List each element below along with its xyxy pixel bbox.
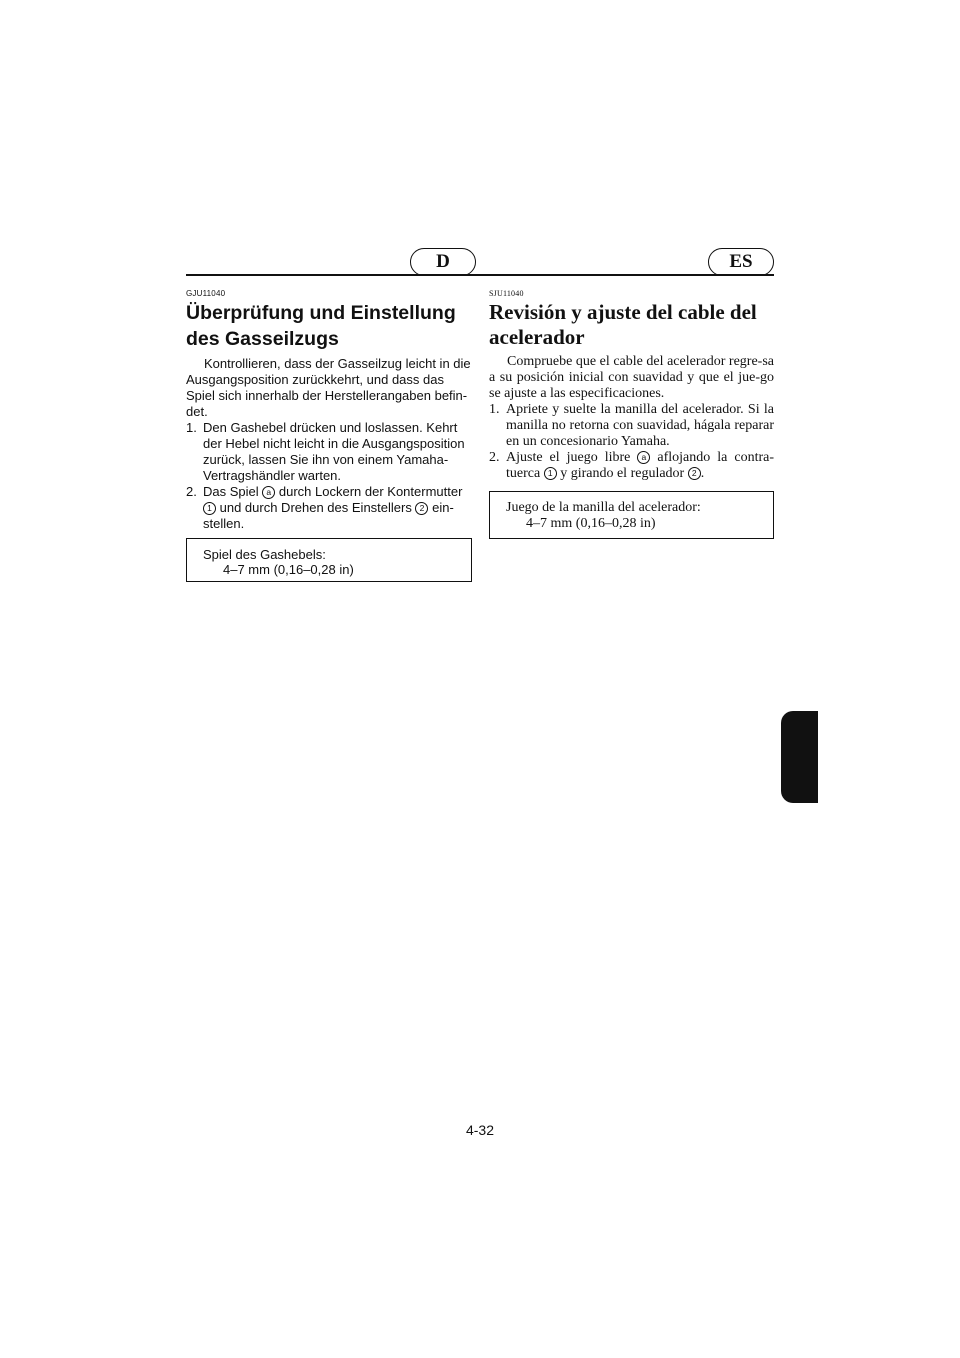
page-number: 4-32	[465, 1122, 495, 1138]
step-text	[203, 484, 471, 532]
body-es	[489, 354, 774, 482]
language-badge-es: ES	[708, 248, 774, 276]
marker-2-icon: 2	[415, 502, 428, 515]
step-text: Apriete y suelte la manilla del acelerador. Si la manilla no retorna con suavidad, hágala reparar en un concesionario Yamaha.	[506, 402, 774, 449]
marker-a-icon: a	[637, 451, 650, 464]
chapter-side-tab	[781, 711, 818, 803]
step-text	[506, 450, 774, 482]
language-badge-d: D	[410, 248, 476, 276]
step-number: 1.	[489, 402, 500, 417]
step-2-es	[489, 450, 774, 482]
step-1-de	[186, 420, 471, 484]
spec-label-de: Spiel des Gashebels:	[203, 547, 326, 562]
step-text-part: aflojando la contra-tuerca	[506, 450, 775, 481]
step-number: 1.	[186, 420, 197, 435]
step-text-part: y girando el regulador	[560, 466, 685, 481]
header-rule	[186, 274, 774, 276]
spanish-column	[489, 289, 774, 482]
step-text-part: ein-stellen.	[203, 500, 454, 531]
step-number: 2.	[489, 450, 500, 465]
spec-label-es: Juego de la manilla del acelerador:	[506, 500, 701, 515]
section-code-es: SJU11040	[489, 289, 524, 298]
step-text-part: durch Lockern der Kontermutter	[278, 484, 463, 499]
step-text-part: und durch Drehen des Einstellers	[219, 500, 412, 515]
section-code-de: GJU11040	[186, 289, 226, 298]
intro-es: Compruebe que el cable del acelerador regre-sa a su posición inicial con suavidad y que el jue-go se ajuste a las especificaciones.	[489, 354, 774, 401]
step-text-part: Das Spiel	[203, 484, 259, 499]
spec-box-de	[186, 538, 472, 582]
body-de	[186, 356, 471, 532]
spec-box-es	[489, 491, 774, 539]
marker-1-icon: 1	[544, 467, 557, 480]
marker-1-icon: 1	[203, 502, 216, 515]
step-2-de	[186, 484, 471, 532]
section-title-de: Überprüfung und Einstellung des Gasseilzugs	[186, 302, 456, 350]
spec-value-es: 4–7 mm (0,16–0,28 in)	[526, 516, 656, 531]
intro-de: Kontrollieren, dass der Gasseilzug leicht in die Ausgangsposition zurückkehrt, und dass das Spiel sich innerhalb der Herstellerangaben befin-det.	[186, 356, 471, 419]
step-text: Den Gashebel drücken und loslassen. Kehrt der Hebel nicht leicht in die Ausgangsposition zurück, lassen Sie ihn von einem Yamaha-Vertragshändler warten.	[203, 420, 465, 483]
marker-a-icon: a	[262, 486, 275, 499]
step-1-es	[489, 402, 774, 450]
step-text-part: Ajuste el juego libre	[506, 450, 631, 465]
marker-2-icon: 2	[688, 467, 701, 480]
section-title-es: Revisión y ajuste del cable del acelerador	[489, 300, 757, 349]
spec-value-de: 4–7 mm (0,16–0,28 in)	[223, 562, 354, 577]
step-text-part: .	[700, 466, 705, 481]
step-number: 2.	[186, 484, 197, 499]
german-column	[186, 289, 471, 532]
